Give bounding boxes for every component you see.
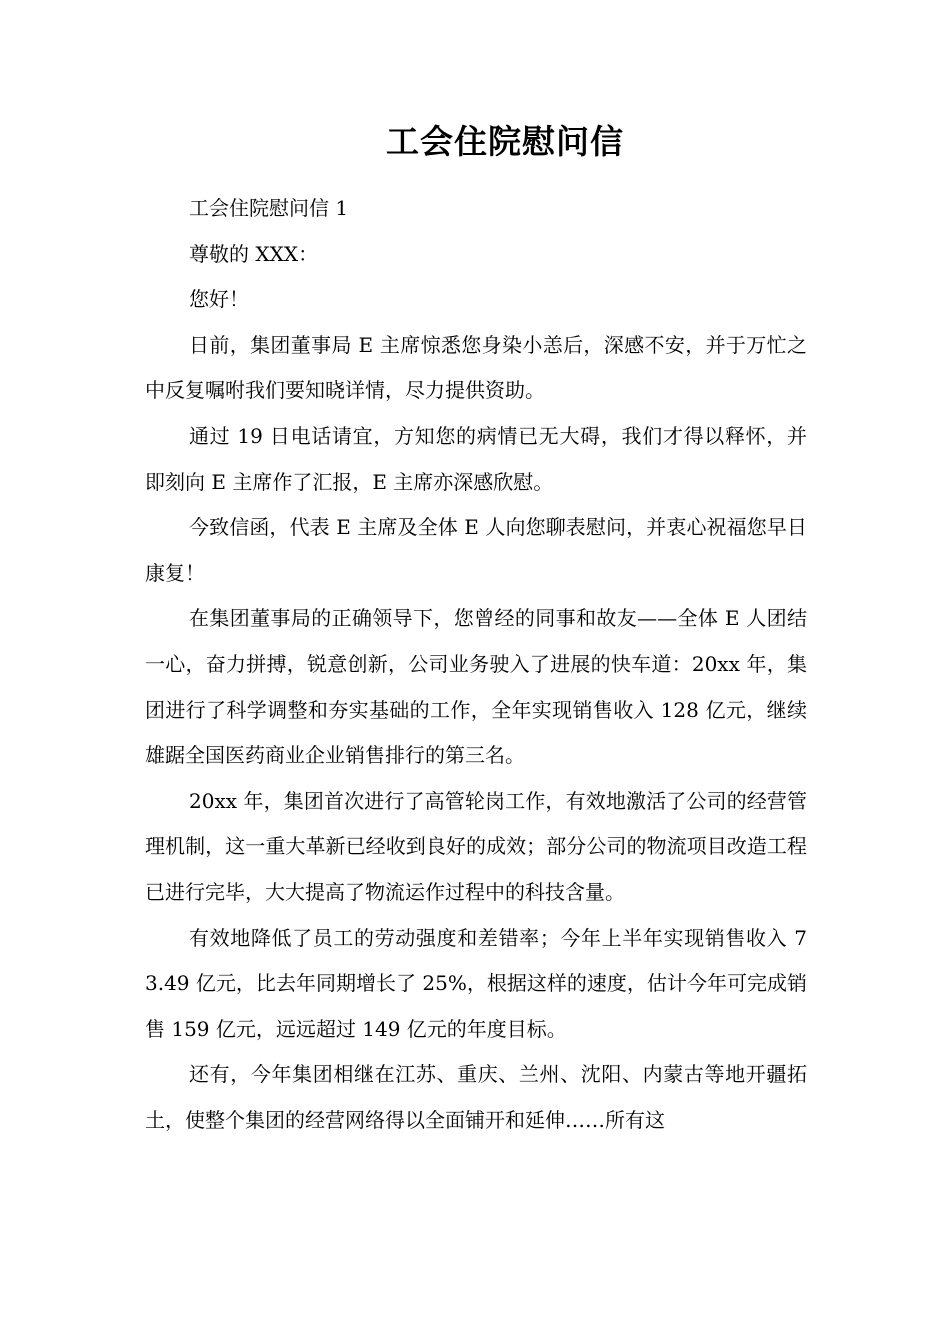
paragraph: 20xx 年，集团首次进行了高管轮岗工作，有效地激活了公司的经营管理机制，这一重大革新已经收到良好的成效；部分公司的物流项目改造工程已进行完毕，大大提高了物流运作过程中的科技含量。 [145,788,807,904]
paragraph: 还有，今年集团相继在江苏、重庆、兰州、沈阳、内蒙古等地开疆拓土，使整个集团的经营网络得以全面铺开和延伸……所有这 [145,1062,807,1132]
paragraph: 工会住院慰问信 1 [189,196,349,220]
paragraph: 今致信函，代表 E 主席及全体 E 人向您聊表慰问，并衷心祝福您早日康复！ [145,515,807,585]
paragraph: 通过 19 日电话请宜，方知您的病情已无大碍，我们才得以释怀，并即刻向 E 主席作了汇报，E 主席亦深感欣慰。 [145,423,807,494]
document-title: 工会住院慰问信 [386,122,624,161]
paragraph: 尊敬的 XXX： [189,241,319,266]
paragraph: 日前，集团董事局 E 主席惊悉您身染小恙后，深感不安，并于万忙之中反复嘱咐我们要知晓详情，尽力提供资助。 [145,332,807,403]
document-body [145,186,807,1143]
paragraph: 您好！ [189,287,249,312]
paragraph: 在集团董事局的正确领导下，您曾经的同事和故友——全体 E 人团结一心，奋力拼搏，锐意创新，公司业务驶入了进展的快车道：20xx 年，集团进行了科学调整和夯实基础的工作，全年实现销售收入 128 亿元，继续雄踞全国医药商业企业销售排行的第三名。 [145,606,807,768]
paragraph: 有效地降低了员工的劳动强度和差错率；今年上半年实现销售收入 73.49 亿元，比去年同期增长了 25%，根据这样的速度，估计今年可完成销售 159 亿元，远远超过 149 亿元的年度目标。 [145,925,807,1041]
